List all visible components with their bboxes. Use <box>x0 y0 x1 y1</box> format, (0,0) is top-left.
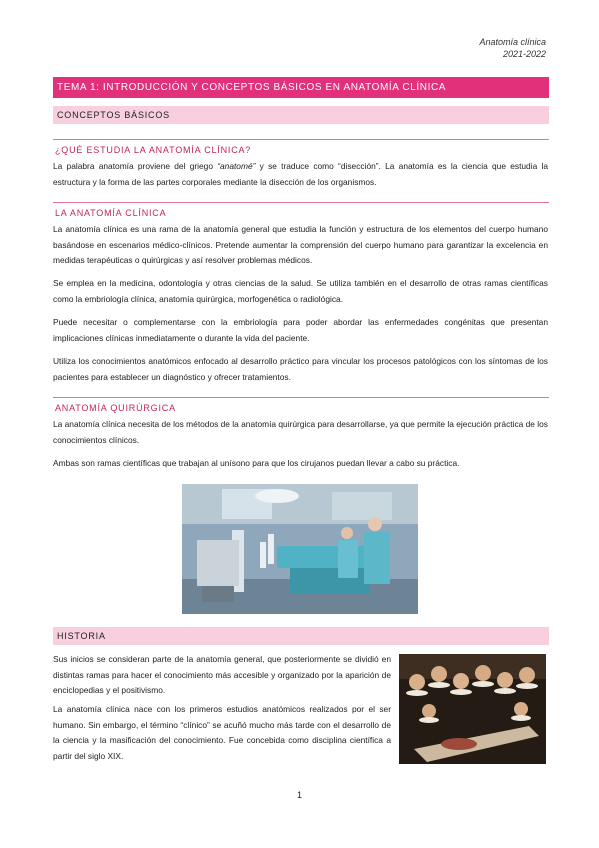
paragraph-clinica-3: Puede necesitar o complementarse con la embriología para poder abordar las enfermedades congénitas que presentan implicaciones clínicas inmediatamente o durante la vida del paciente. <box>53 317 548 343</box>
paragraph-clinica-4: Utiliza los conocimientos anatómicos enfocado al desarrollo práctico para vincular los procesos patológicos con los síntomas de los pacientes para establecer un diagnóstico y ofrecer tratamientos. <box>53 356 548 382</box>
document-title: TEMA 1: INTRODUCCIÓN Y CONCEPTOS BÁSICOS EN ANATOMÍA CLÍNICA <box>53 77 549 98</box>
subheading-anatomia-quirurgica: ANATOMÍA QUIRÚRGICA <box>53 397 549 413</box>
definition-text-a: La palabra anatomía proviene del griego <box>53 161 218 171</box>
definition-text-c: y se traduce como “disección”. La anatomía es la ciencia que estudia la estructura y la forma de las partes corporales mediante la disección de los organismos. <box>53 161 548 187</box>
section-conceptos-basicos: CONCEPTOS BÁSICOS <box>53 106 549 124</box>
paragraph-clinica-2: Se emplea en la medicina, odontología y otras ciencias de la salud. Se utiliza también en el desarrollo de otras ramas científicas como la embriología clínica, anatomía quirúrgica, morfogenética o radiológica. <box>53 278 548 304</box>
page-number: 1 <box>296 790 302 800</box>
paragraph-historia-2: La anatomía clínica nace con los primeros estudios anatómicos realizados por el ser humano. Sin embargo, el término “clínico” se acuñó mucho más tarde con el desarrollo de la ciencia y la masificación del conocimiento. Fue concebida como disciplina científica a partir del siglo XIX. <box>53 704 391 761</box>
header-year: 2021-2022 <box>502 49 546 59</box>
paragraph-clinica-1: La anatomía clínica es una rama de la anatomía general que estudia la función y estructura de los elementos del cuerpo humano basándose en escenarios médico-clínicos. Pretende aumentar la comprensión del cuerpo humano para garantizar la excelencia en medidas terapéuticas o quirúrgicas y así resolver problemas médicos. <box>53 224 548 265</box>
paragraph-quirurgica-2: Ambas son ramas científicas que trabajan al unísono para que los cirujanos puedan llevar a cabo su práctica. <box>53 458 460 468</box>
running-header <box>479 36 546 60</box>
operating-room-photo <box>182 484 418 614</box>
header-subject: Anatomía clínica <box>479 37 546 47</box>
paragraph-quirurgica-1: La anatomía clínica necesita de los métodos de la anatomía quirúrgica para desarrollarse, ya que permite la ejecución práctica de los conocimientos clínicos. <box>53 419 548 445</box>
paragraph-definition <box>53 159 548 190</box>
anatomy-lesson-painting <box>399 654 546 764</box>
subheading-que-estudia: ¿QUÉ ESTUDIA LA ANATOMÍA CLÍNICA? <box>53 139 549 155</box>
paragraph-historia-1: Sus inicios se consideran parte de la anatomía general, que posteriormente se dividió en distintas ramas para hacer el conocimiento más accesible y organizado por la aparición de enciclopedias y el positivismo. <box>53 654 391 695</box>
section-historia: HISTORIA <box>53 627 549 645</box>
definition-term: “anatomé” <box>217 161 256 171</box>
subheading-anatomia-clinica: LA ANATOMÍA CLÍNICA <box>53 202 549 218</box>
